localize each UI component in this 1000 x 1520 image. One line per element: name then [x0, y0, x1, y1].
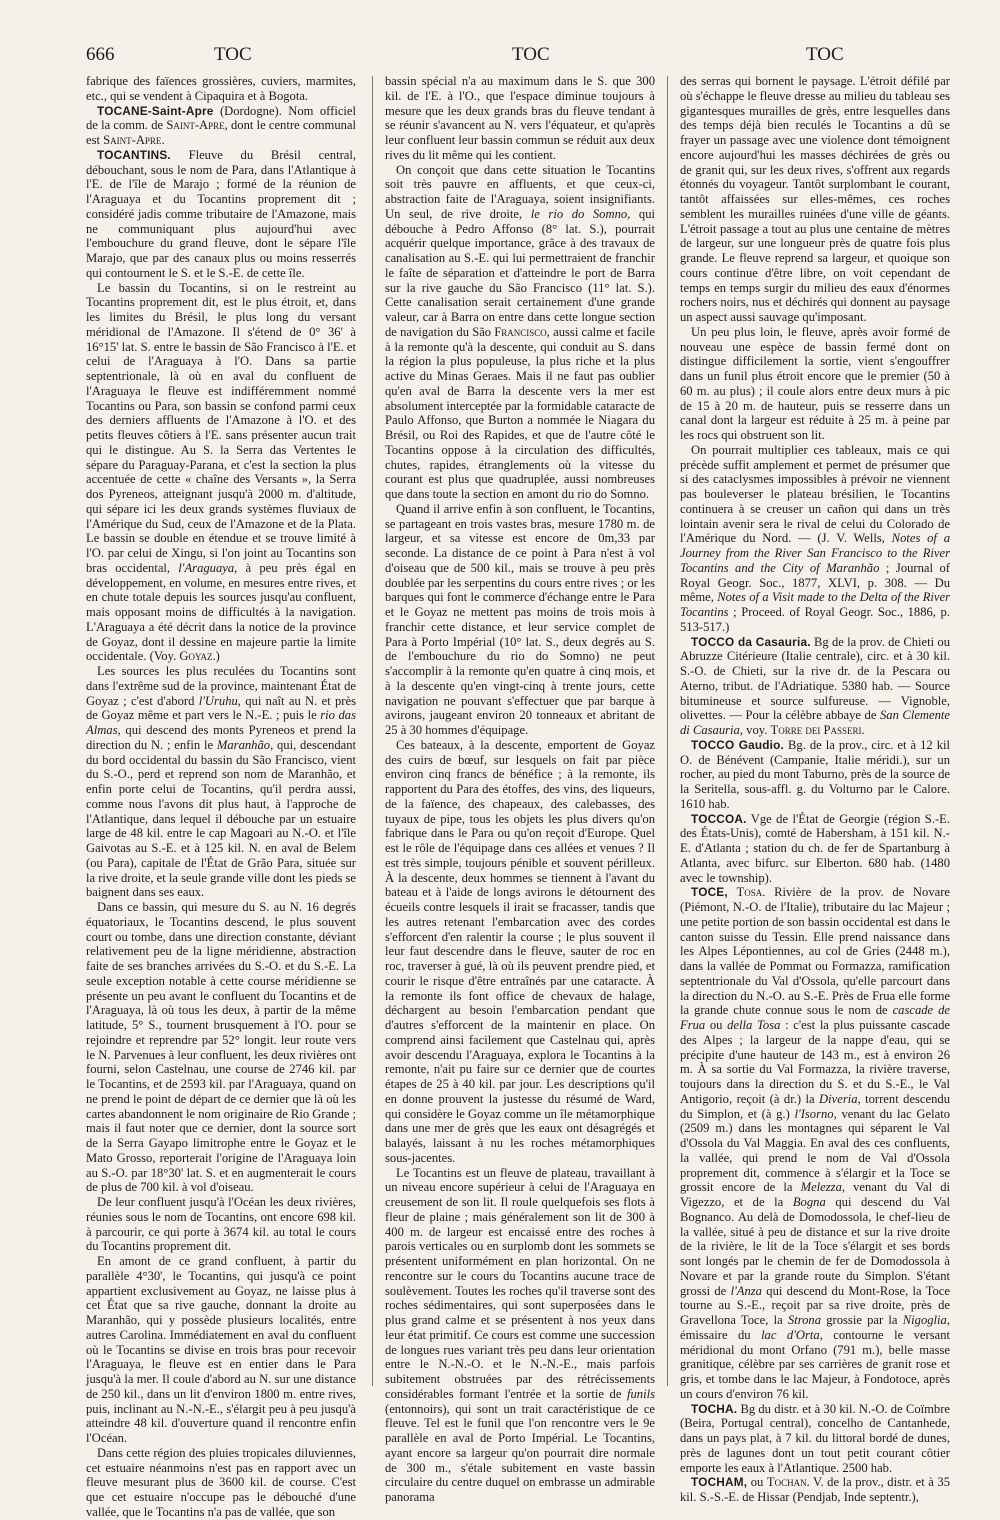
text-column-left: [86, 74, 356, 1519]
text-run: , qui débouche à Pedro Affonso (8° lat. S.), pourrait acquérir quelque importance, grâce à des travaux de canalisation au S.-E. qui lui permettraient de franchir le faîte de séparation et d'atteindre le port de Barra sur la rive gauche du São Francisco (11° lat. S.). Cette canalisation serait certainement d'une grande valeur, car à Barra on entre dans cette longue section de navigation du São: [385, 206, 655, 339]
text-run: Les sources les plus reculées du Tocantins sont dans l'extrême sud de la province, maintenant État de Goyaz ; c'est d'abord: [86, 664, 356, 708]
text-run: l'Uruhu: [198, 693, 238, 708]
paragraph: [86, 281, 356, 665]
text-run: , venant du Val di Vigezzo, et de la: [680, 1180, 951, 1209]
paragraph: [680, 885, 950, 1401]
text-run: Ces bateaux, à la descente, emportent de Goyaz des cuirs de bœuf, sur lesquels on fait par pièce environ cinq francs de bénéfice ; à la remonte, ils rapportent du Para des étoffes, des vins, des liqueurs, de la faïence, des chapeaux, des calebasses, des tuyaux de pipe, tous les objets les plus divers qu'on fabrique dans le Para ou qu'on reçoit d'Europe. Quel est le rôle de l'équipage dans ces allées et venues ? Il est très simple, toujours pénible et souvent périlleux. À la descente, deux hommes se tiennent à l'avant du bateau et à l'aide de longs avirons le détournent des écueils contre lesquels il irait se fracasser, tandis que les autres retenant l'embarcation avec des cordes s'efforcent d'en ralentir la course ; le plus souvent il leur faut descendre dans le fleuve, sauter de roc en roc, traverser à gué, là où ils peuvent prendre pied, et courir le risque d'être entraînés par une cataracte. À la remonte ils font office de chevaux de halage, déchargent au besoin l'embarcation pendant que d'autres s'efforcent de la maintenir en place. On comprend ainsi facilement que Castelnau qui, après avoir descendu l'Araguaya, explora le Tocantins à la remonte, n'ait pu faire sur ce dernier que de courtes étapes de 25 à 40 kil. par jour. Les descriptions qu'il en donne prouvent la justesse du résumé de Ward, qui considère le Goyaz comme un île métamorphique dans une mer de grès que les eaux ont désagrégés et balayés, laissant à nu les roches métamorphiques sous-jacentes.: [385, 737, 655, 1165]
text-run: grossie par la: [821, 1313, 903, 1327]
text-run: Dans cette région des pluies tropicales diluviennes, cet estuaire néanmoins n'est pas en rapport avec un fleuve mesurant plus de 3600 kil. de course. C'est que cet estuaire n'occupe pas le débouché d'une vallée, que le Tocantins n'a pas de vallée, que son: [86, 1445, 356, 1519]
text-run: On conçoit que dans cette situation le Tocantins soit très pauvre en affluents, et que ceux-ci, abstraction faite de l'Araguaya, soient insignifiants. Un seul, de rive droite,: [385, 162, 655, 221]
paragraph: [86, 900, 356, 1195]
text-run: Fleuve du Brésil central, débouchant, sous le nom de Para, dans l'Atlantique à l'E. de l'île de Marajo ; formé de la réunion de l'Araguaya et du Tocantins proprement dit ; considéré jadis comme tributaire de l'Amazone, mais ne communiquant plus aujourd'hui avec l'embouchure du grand fleuve, dont le sépare l'île Marajo, que par des canaux plus ou moins resserrés qui contournent le S. et le S.-E. de cette île.: [86, 147, 356, 280]
text-run: , émissaire du: [680, 1313, 950, 1342]
text-run: Torre dei Passeri: [770, 723, 862, 737]
paragraph: [385, 738, 655, 1166]
text-run: ; Journal of Royal Geogr. Soc., 1877, XLVI, p. 308. — Du même,: [680, 560, 951, 605]
entry-headword: TOCHA.: [691, 1401, 738, 1416]
entry-headword: TOCHAM,: [691, 1475, 748, 1490]
text-run: Dans ce bassin, qui mesure du S. au N. 16 degrés équatoriaux, le Tocantins descend, le plus souvent court ou tombe, dans une direction constante, déviant relativement peu de la ligne méridienne, abstraction faite de ses branches arrivées du S.-O. et du S.-E. La seule exception notable à cette course méridienne se présente un peu avant le confluent du Tocantins et de l'Araguaya, là où tous les deux, à partir de la même latitude, 5° S., tournent brusquement à l'O. pour se rejoindre et reprendre par 52° longit. leur route vers le N. Parvenues à leur confluent, les deux rivières ont fourni, selon Castelnau, une course de 2746 kil. par le Tocantins, et de 2593 kil. par l'Araguaya, quand on ne prend le point de départ de ce dernier que là où les cartes abandonnent le nom originaire de Rio Grande ; mais il faut noter que ce dernier, dont la source sort de la Serra Gayapo limitrophe entre le Goyaz et le Mato Grosso, reporterait l'origine de l'Araguaya loin au S.-O. par 18°30' lat. S. et en augmenterait le cours de plus de 700 kil. à vol d'oiseau.: [86, 900, 356, 1195]
text-run: lac d'Orta: [761, 1327, 820, 1342]
text-run: fabrique des faïences grossières, cuviers, marmites, etc., qui se vendent à Cipaquira et à Bogota.: [86, 74, 356, 103]
column-rule-1: [372, 76, 373, 1386]
paragraph: [86, 74, 356, 104]
text-column-right: [680, 74, 951, 1504]
text-run: , qui descend des monts Pyreneos et prend la direction du N. ; enfin le: [86, 723, 356, 752]
text-run: (entonnoirs), qui sont un trait caractéristique de ce fleuve. Tel est le funil que l'on rencontre vers le 9e parallèle en aval de Porto Impérial. Le Tocantins, ayant encore sa largeur qu'on pourrait dire normale de 300 m., s'étale subitement en vaste bassin circulaire du centre duquel on embrasse un admirable panorama: [385, 1401, 655, 1504]
text-run: : c'est la plus puissante cascade des Alpes ; la largeur de la nappe d'eau, qui se précipite d'une hauteur de 143 m., est à environ 26 m. À sa sortie du Val Formazza, la rivière traverse, toujours dans la direction du S. et du S.-E., le Val Antigorio, reçoit (à dr.) la: [680, 1018, 950, 1106]
text-run: Notes of a Visit made to the Delta of the River Tocantins: [680, 590, 950, 619]
paragraph: [385, 74, 655, 163]
text-run: Notes of a Journey from the River San Francisco to the River Tocantins and the City of Maranhão: [680, 531, 950, 575]
text-run: l'Araguaya: [178, 560, 235, 575]
entry-headword: TOCCO Gaudio.: [691, 737, 785, 752]
paragraph: [680, 443, 950, 635]
text-run: On pourrait multiplier ces tableaux, mais ce qui précède suffit amplement et permet de présumer que si des cataclysmes impossibles à prévoir ne viennent pas bouleverser le plateau brésilien, le Tocantins continuera à se creuser un cañon qui dans un très lointain avenir sera le rival de celui du Colorado de l'Amérique du Nord. — (J. V. Wells,: [680, 442, 950, 546]
text-run: ou: [747, 1475, 767, 1490]
text-run: De leur confluent jusqu'à l'Océan les deux rivières, réunies sous le nom de Tocantins, ont encore 698 kil. à parcourir, ce qui porte à 3674 kil. au total le cours du Tocantins proprement dit.: [86, 1195, 356, 1254]
running-head-left: TOC: [214, 44, 252, 65]
text-run: , aussi calme et facile à la remonte qu'à la descente, qui conduit au S. dans la région la plus populeuse, la plus riche et la plus active du Minas Geraes. Mais il ne faut pas oublier qu'en aval de Barra la descente vers la mer est absolument interceptée par la formidable cataracte de Paulo Affonso, que Burton a nommée le Niagara du Brésil, ou Roi des Rapides, et que de l'autre côté le Tocantins oppose à la circulation des difficultés, chutes, rapides, étranglements où la vitesse du courant est plus que quadruplée, aussi nombreuses que dans toute la section en amont du rio do Somno.: [385, 324, 655, 501]
paragraph: [680, 738, 950, 812]
paragraph: [86, 664, 356, 900]
text-run: Le Tocantins est un fleuve de plateau, travaillant à un niveau encore supérieur à celui de l'Araguaya en creusement de son lit. Il roule quelquefois ses flots à fleur de plaine ; mais généralement son lit de 300 à 400 m. de largeur est encaissé entre des roches à parois verticales ou en surplomb dont les sommets se présentent uniformément en plan horizontal. On ne rencontre sur le cours du Tocantins aucune trace de soulèvement. Toutes les roches qu'il traverse sont des roches sédimentaires, qui sont superposées dans le plus grand calme et se présentent à nos yeux dans leur état primitif. Ce cours est comme une succession de longues rues variant très peu dans leur orientation entre le N.-N.-O. et le N.-N.-E., mais parfois subitement obstruées par des rétrécissements considérables formant l'entrée et la sortie de: [385, 1165, 655, 1401]
text-run: , voy.: [739, 723, 771, 737]
text-run: Goyaz: [179, 649, 213, 664]
running-head-right: TOC: [806, 44, 844, 65]
paragraph: [86, 1254, 356, 1446]
text-column-middle: [385, 74, 655, 1504]
text-run: le rio do Somno: [530, 206, 628, 221]
paragraph: [680, 1402, 950, 1476]
text-run: qui descend du Val Bognanco. Au delà de Domodossola, le chef-lieu de la vallée, situé à peu de distance et sur la rive droite de la rivière, le lit de la Toce s'élargit et ses bords sont longés par le chemin de fer de Domodossola à Novare et par la grande route du Simplon. S'étant grossi de: [680, 1195, 950, 1298]
column-rule-2: [667, 76, 668, 1386]
paragraph: [680, 325, 950, 443]
text-run: Strona: [787, 1313, 822, 1327]
text-run: . Rivière de la prov. de Novare (Piémont, N.-O. de l'Italie), tributaire du lac Majeur ; une petite portion de son bassin occidental est dans le canton suisse du Tessin. Elle prend naissance dans les Alpes Lépontiennes, au col de Gries (2448 m.), dans la vallée de Pommat ou Formazza, ramification septentrionale du Val d'Ossola, qu'elle parcourt dans la direction du N.-O. au S.-E. Près de Frua elle forme la grande chute connue sous le nom de: [680, 885, 950, 1018]
text-run: (Dordogne). Nom officiel de la comm. de: [86, 103, 356, 133]
text-run: , venant du lac Gelato (2509 m.) dans les montagnes qui séparent le Val d'Ossola du Val Maggia. En aval des ces confluents, la vallée, qui prend le nom de Val d'Ossola proprement dit, commence à s'élargir et la Toce se grossit encore de la: [680, 1106, 950, 1195]
text-run: Bg. de la prov., circ. et à 12 kil O. de Bénévent (Campanie, Italie méridi.), sur un rocher, au pied du mont Taburno, près de la source de la Seritella, sous-affl. g. du Volturno par le Calore. 1610 hab.: [680, 737, 951, 811]
text-run: , à peu près égal en développement, en volume, en mesures entre rives, et en chute totale depuis les sources jusqu'au confluent, mais opposant moins de difficultés à la navigation. L'Araguaya a été décrit dans la notice de la province de Goyaz, dont il dessine en majeure partie la limite occidentale. (Voy.: [86, 560, 356, 664]
running-head-center: TOC: [512, 44, 550, 65]
text-run: . V. de la prov., distr. et à 35 kil. S.-S.-E. de Hissar (Pendjab, Inde septentr.),: [680, 1475, 950, 1504]
text-run: Nigoglia: [902, 1313, 947, 1327]
text-run: , torrent descendu du Simplon, et (à g.): [680, 1091, 951, 1121]
text-run: Saint-Apre: [103, 133, 162, 147]
text-run: des serras qui bornent le paysage. L'étroit défilé par où s'échappe le fleuve dresse au milieu du tableau ses gigantesques murailles de grès, entre lesquelles dans des temps déjà bien reculés le Tocantins a dû se frayer un passage avec une violence dont témoignent encore aujourd'hui les masses déchirées de grès ou de granit qui, sur les deux rives, s'offrent aux regards étonnés du voyageur. Tantôt surplombant le courant, tantôt affaissées sur elles-mêmes, ces roches semblent les murailles ruinées d'une ville de géants. L'étroit passage a tout au plus une centaine de mètres de largeur, sur une longueur près de quatre fois plus grande. Le fleuve reprend sa largeur, et quoique son cours continue d'être libre, on voit cependant de temps en temps surgir du milieu des eaux d'énormes rochers noirs, nus et déchirés qui donnent au paysage un aspect aussi sauvage qu'imposant.: [680, 74, 950, 324]
text-run: Saint-Apre: [166, 118, 225, 133]
paragraph: [680, 1475, 950, 1505]
paragraph: [86, 1446, 356, 1520]
text-run: funils: [627, 1386, 655, 1401]
text-run: rio das Almas: [86, 708, 356, 737]
text-run: .): [212, 649, 220, 664]
paragraph: [385, 1166, 655, 1505]
text-run: .: [861, 723, 865, 737]
text-run: En amont de ce grand confluent, à partir du parallèle 4°30', le Tocantins, qui jusqu'à ce point appartient exclusivement au Goyaz, ne laisse plus à cet État que sa rive gauche, donnant la droite au Maranhão, qui y possède plusieurs localités, entre autres Carolina. Immédiatement en aval du confluent où le Tocantins se divise en trois bras pour recevoir l'Araguaya, le fleuve est en entier dans le Para jusqu'à la mer. Il coule d'abord au N. sur une distance de 250 kil., dans un lit d'environ 1800 m. entre rives, puis, inclinant au N.-N.-E., s'élargit peu à peu jusqu'à atteindre 48 kil. d'ouverture quand il rencontre enfin l'Océan.: [86, 1254, 356, 1445]
text-run: Un peu plus loin, le fleuve, après avoir formé de nouveau une espèce de bassin fermé dont on distingue difficilement la sortie, vient s'engouffrer dans un funil plus étroit encore que le premier (50 à 60 m. au plus) ; il coule alors entre deux murs à pic de 15 à 20 m. de hauteur, puis se resserre dans un canal dont la largeur est réduite à 25 m. à peine par les rocs qui obstruent son lit.: [680, 324, 950, 442]
text-run: Vge de l'État de Georgie (région S.-E. des États-Unis), comté de Habersham, à 151 kil. N.-E. d'Atlanta ; station du ch. de fer de Spartanburg à Atlanta, avec bifurc. sur Elberton. 680 hab. (1480 avec le township).: [680, 811, 950, 885]
entry-headword: TOCANTINS.: [97, 147, 171, 162]
text-run: , contourne le versant méridional du mont Orfano (791 m.), belle masse granitique, célèbre par ses carrières de granit rose et gris, et tombe dans le lac Majeur, à Fondotoce, après un cours d'environ 76 kil.: [680, 1327, 950, 1401]
text-run: Bogna: [792, 1195, 826, 1209]
text-run: Maranhão: [216, 737, 271, 752]
entry-headword: TOCCOA.: [691, 811, 747, 826]
entry-headword: TOCE,: [691, 885, 728, 900]
text-run: .: [161, 133, 165, 147]
text-run: Le bassin du Tocantins, si on le restreint au Tocantins proprement dit, est le plus étroit, et, dans les limites du Brésil, le plus long du versant méridional de l'Amazone. Il s'étend de 0° 36' à 16°15' lat. S. entre le bassin de São Francisco à l'E. et celui de l'Araguaya à l'O. Dans sa partie septentrionale, là où en aval du confluent de l'Araguaya le fleuve est indifféremment nommé Tocantins ou Para, son bassin se confond parmi ceux des derniers affluents de l'Amazone à l'O. et des petits fleuves côtiers à l'E. sans présenter aucun trait qui le distingue. Au S. la Serra das Vertentes le sépare du Paraguay-Parana, et c'est la section la plus accentuée de cette « chaîne des Versants », la Serra dos Pyreneos, atteignant jusqu'à 2000 m. d'altitude, qui sépare ici les deux grands systèmes fluviaux de l'Amérique du Sud, ceux de l'Amazone et de la Plata. Le bassin se double en étendue et se trouve limité à l'O. par celui de Xingu, si l'on joint au Tocantins son bras occidental,: [86, 280, 356, 575]
entry-headword: TOCCO da Casauria.: [691, 634, 811, 649]
text-run: Tosa: [736, 885, 763, 900]
text-run: Quand il arrive enfin à son confluent, le Tocantins, se partageant en trois vastes bras, mesure 1780 m. de largeur, et sa vitesse est encore de 0m,33 par seconde. La distance de ce point à Para n'est à vol d'oiseau que de 500 kil., mais se trouve à peu près doublée par les serpentins du cours entre rives ; or les barques qui font le commerce d'échange entre le Para et le Goyaz ne mettent pas moins de trois mois à franchir cette distance, et leur service complet de Para à Porto Impérial (10° lat. S., deux degrés au S. de l'embouchure du rio do Somno) ne peut s'accomplir à la remonte qu'en quatre à cinq mois, et à la descente qu'en vingt-cinq à trente jours, cette navigation ne pouvant s'effectuer que par barque à avirons, jaugeant environ 20 tonneaux et abritant de 25 à 30 hommes d'équipage.: [385, 501, 655, 737]
text-run: cascade de Frua: [680, 1003, 950, 1032]
text-run: , dont le centre communal est: [86, 118, 356, 147]
text-run: qui descend du Mont-Rose, la Toce tourne au S.-E., reçoit par sa rive droite, près de Gravellona Toce, la: [680, 1283, 950, 1327]
text-run: Diveria: [819, 1091, 858, 1106]
text-run: , qui, descendant du bord occidental du bassin du São Francisco, vient du S.-O., perd et reprend son nom de Maranhão, et enfin porte celui de Tocantins, qu'il perdra aussi, comme nous l'avons dit plus haut, à l'approche de l'Atlantique, dans lequel il débouche par un estuaire large de 48 kil. entre le cap Magoari au N.-O. et l'île Gaivotas au S.-E. et à 125 kil. N. en aval de Belem (ou Para), capitale de l'État de Grão Para, située sur la rive droite, et la seule grande ville dont les pieds se baignent dans ses eaux.: [86, 737, 356, 900]
text-run: San Clemente di Casauria: [680, 708, 950, 737]
text-run: Tochan: [766, 1475, 807, 1490]
text-run: Melezza: [800, 1180, 842, 1195]
paragraph: [86, 1195, 356, 1254]
text-run: l'Anza: [730, 1283, 762, 1298]
entry-headword: TOCANE-Saint-Apre: [97, 103, 214, 118]
paragraph: [680, 74, 950, 325]
text-run: Bg de la prov. de Chieti ou Abruzze Citérieure (Italie centrale), circ. et à 30 kil. S.-O. de Chieti, sur la rive dr. de la Pescara ou Aterno, tribut. de l'Adriatique. 5380 hab. — Source bitumineuse et source sulfureuse. — Vignoble, olivettes. — Pour la célèbre abbaye de: [680, 634, 951, 723]
text-run: della Tosa: [727, 1018, 781, 1032]
paragraph: [385, 163, 655, 502]
page-number: 666: [86, 44, 115, 65]
text-run: [728, 885, 737, 899]
text-run: Francisco: [494, 324, 547, 339]
paragraph: [86, 104, 356, 148]
paragraph: [680, 635, 950, 738]
text-run: ; Proceed. of Royal Geogr. Soc., 1886, p. 513-517.): [680, 605, 950, 634]
text-run: , qui naît au N. et près de Goyaz même et part vers le N.-E. ; puis le: [86, 693, 356, 723]
text-run: Bg du distr. et à 30 kil. N.-O. de Coïmbre (Beira, Portugal central), concelho de Cantanhede, dans un pays plat, à 7 kil. du littoral bordé de dunes, près de lagunes dont un tout petit courant côtier emporte les eaux à l'Atlantique. 2500 hab.: [680, 1401, 950, 1475]
page-header: [86, 44, 946, 70]
text-run: ou: [705, 1018, 728, 1032]
paragraph: [86, 148, 356, 281]
paragraph: [680, 812, 950, 886]
text-run: bassin spécial n'a au maximum dans le S. que 300 kil. de l'E. à l'O., que l'espace diminue toujours à mesure que les deux grands bras du fleuve tendant à se réunir s'avancent au N. vers l'équateur, et qu'après leur confluent leur bassin commun se réduit aux deux rives du lit même qui les contient.: [385, 74, 655, 162]
text-run: l'Isorno: [794, 1106, 834, 1121]
paragraph: [385, 502, 655, 738]
